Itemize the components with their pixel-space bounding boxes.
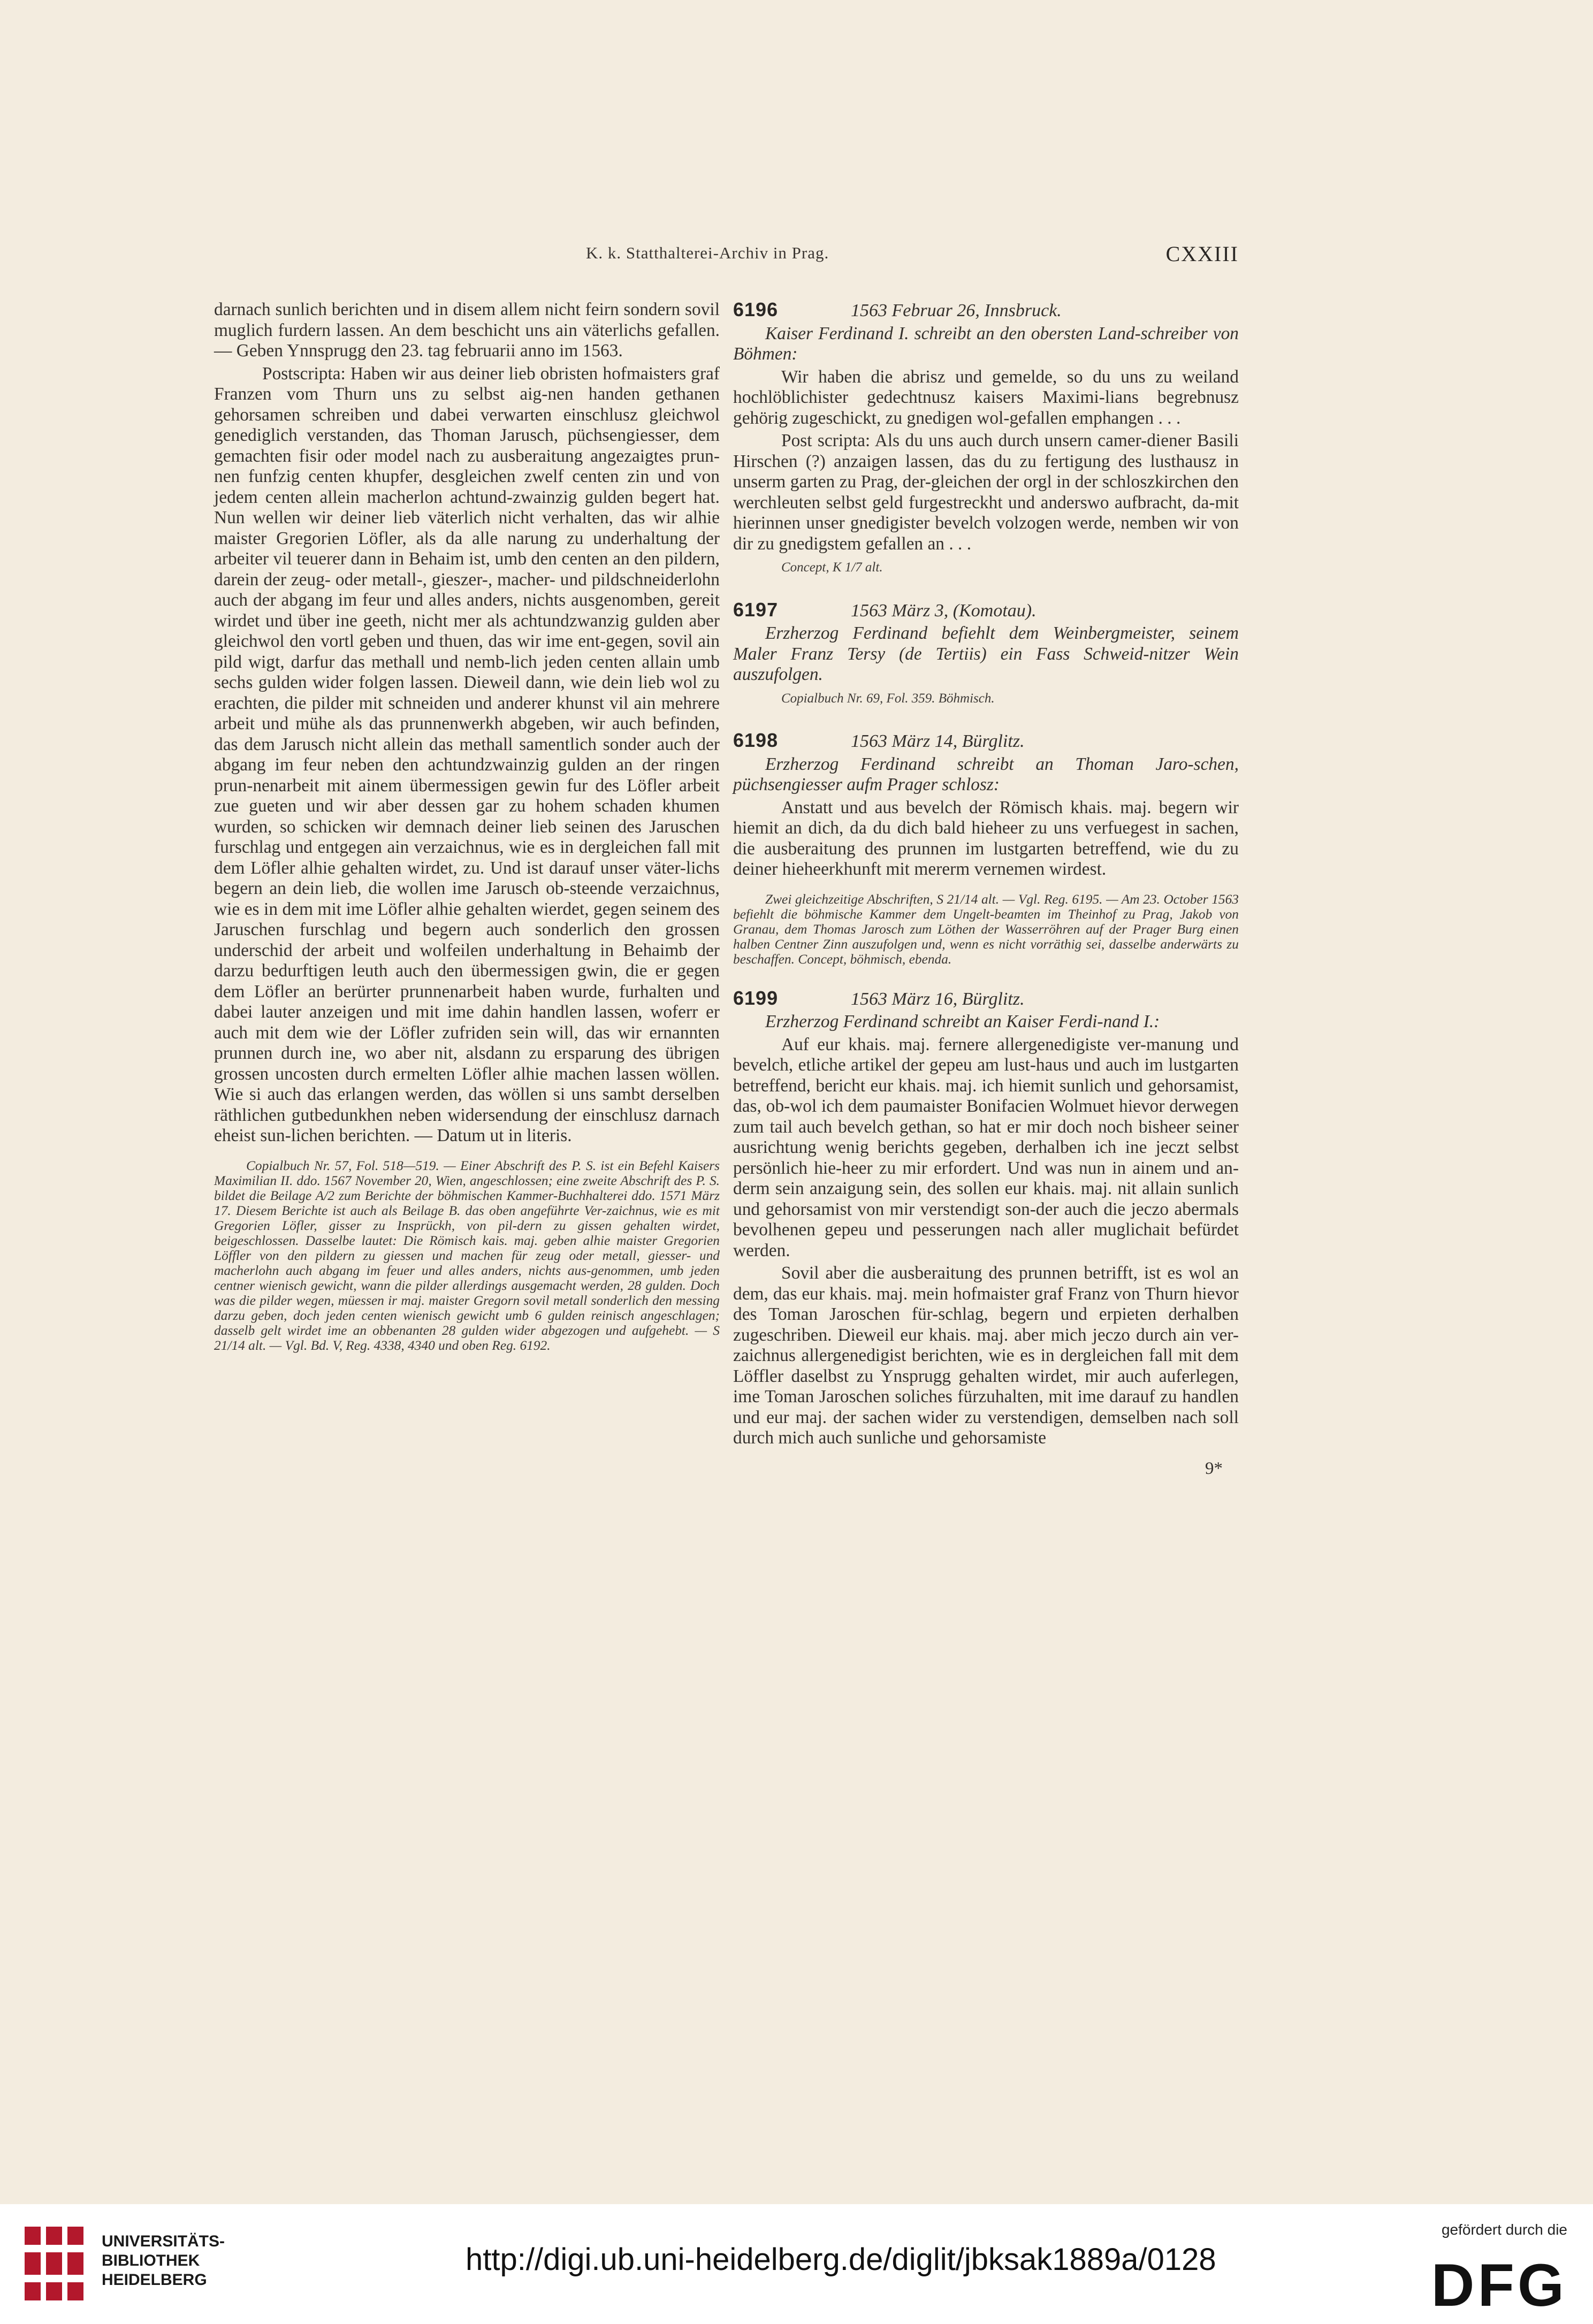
funded-by-text: gefördert durch die xyxy=(1441,2221,1567,2238)
footer-bar xyxy=(0,2204,1593,2324)
entry-number: 6199 xyxy=(733,987,779,1009)
footnote: Copialbuch Nr. 57, Fol. 518—519. — Einer Abschrift des P. S. ist ein Befehl Kaisers Maximilian II. ddo. 1567 November 20, Wien, angeschlossen; eine zweite Abschrift des P. S. bildet die Beilage A/2 zum Berichte der böhmischen Kammer-Buchhalterei ddo. 1571 März 17. Diesem Berichte ist auch als Beilage B. das oben angeführte Ver-zaichnus, wie es mit Gregorien Löfler, gisser zu Insprückh, von pil-dern zu gissen gehalten wirdet, beigeschlossen. Dasselbe lautet: Die Römisch kais. maj. geben alhie maister Gregorien Löffler von den pildern zu giessen und machen für zeug oder metall, giesser- und macherlohn auch abgang im feuer und alles anders, nichts aus-genommen, umb jeden centner wienisch gewicht, wann die pilder allerdings ausgemacht werden, 28 gulden. Doch was die pilder wegen, müessen ir maj. maister Gregorn sovil metall sonderlich den messing darzu geben, doch jeden centen wienisch gewicht umb 6 gulden reinisch angeschlagen; dasselb gelt wirdet ime an obbenanten 28 gulden wider abgezogen und aufgehebt. — S 21/14 alt. — Vgl. Bd. V, Reg. 4338, 4340 und oben Reg. 6192. xyxy=(214,1158,720,1353)
regest-entry-6196 xyxy=(733,300,1239,578)
entry-heading xyxy=(733,300,1239,322)
right-column xyxy=(733,300,1239,1479)
paragraph: Post scripta: Als du uns auch durch unsern camer-diener Basili Hirschen (?) anzaigen lassen, das du zu fertigung des lusthausz in unserm garten zu Prag, der-gleichen der orgl in der schloszkirchen den werchleuten selbst geld furgestreckht und anderswo aufbracht, da-mit hierinnen unser gnedigister bevelch volzogen werde, nemben wir von dir zu gnedigstem gefallen an . . . xyxy=(733,431,1239,554)
entry-date: 1563 März 3, (Komotau). xyxy=(851,600,1036,621)
paragraph: Postscripta: Haben wir aus deiner lieb obristen hofmaisters graf Franzen vom Thurn uns zu selbst aig-nen handen gethanen gehorsamen schreiben und dabei verwarten einschlusz gleichwol genediglich verstanden, das Thoman Jarusch, püchsengiesser, dem gemachten fisir oder model nach zu ausberaitung angezaigtes prun-nen funfzig centen khupfer, desgleichen zwelf centen zin und von jedem centen allein macherlon achtund-zwainzig gulden begert hat. Nun wellen wir deiner lieb väterlich nicht verhalten, das wir alhie maister Gregorien Löfler, als da alle narung zu underhaltung der arbeiter vil teuerer dann in Behaim ist, umb den centen an den pildern, darein der zeug- oder metall-, gieszer-, macher- und pildschneiderlohn auch der abgang im feur und alles anders, nichts ausgenomben, gereit wirdet und über ine geeth, nicht mer als achtundzwanzig gulden aber gleichwol den vortl geben und thuen, das wir ime ent-gegen, sovil ain pild wigt, darfur das methall und nemb-lich jeden centen allain umb sechs gulden wider folgen lassen. Dieweil dann, wie dein lieb wol zu erachten, die pilder mit schneiden und anderer khunst vil ain mehrere arbeit und mühe als das prunnenwerkh abgeben, wir auch befinden, das dem Jarusch nicht allein das methall samentlich sonder auch der abgang im feur neben den achtundzwainzig gulden an der ringen prun-nenarbeit mit ainem übermessigen gewin fur des Löfler arbeit zue gueten und wir aber dessen gar zu hohem schaden khumen wurden, so schicken wir demnach deiner lieb seinen des Jaruschen furschlag und entgegen ain verzaichnus, wie es in dergleichen fall mit dem Löfler alhie gehalten wirdet, zu. Und ist darauf unser väter-lichs begern an dein lieb, die wollen ime Jarusch ob-steende verzaichnus, wie es in dem mit ime Löfler alhie gehalten wierdet, gegen seinem des Jaruschen furschlag und begern auch sonderlich den grossen underschid der arbeit und wolfeilen underhaltung in Behaimb der darzu bedurftigen leuth auch den übermessigen gwin, die er gegen dem Löfler an berürter prunnenarbeit haben wurde, furhalten und dabei lauter anzeigen und mit ime dahin handlen lassen, woferr er auch mit dem wie der Löfler zufriden sein will, das wir ernannten prunnen durch ine, wo aber nit, alsdann zu ersparung des übrigen grossen uncosten durch ermelten Löfler alhie machen lassen wöllen. Wie si auch das erlangen werden, das wöllen si uns sambt derselben räthlichen gutbedunkhen neben widersendung der einschlusz darnach eheist sun-lichen berichten. — Datum ut in literis. xyxy=(214,363,720,1145)
dfg-logo-icon: DFG xyxy=(1431,2252,1567,2319)
entry-title: Erzherzog Ferdinand schreibt an Thoman Jaro-schen, püchsengiesser aufm Prager schlosz: xyxy=(733,754,1239,794)
footnote: Zwei gleichzeitige Abschriften, S 21/14 alt. — Vgl. Reg. 6195. — Am 23. October 1563 befiehlt die böhmische Kammer dem Ungelt-beamten im Theinhof zu Prag, Jakob von Granau, dem Thomas Jarosch zum Löthen der Wasserröhren auf der Prager Burg einen halben Centner Zinn auszufolgen und, wenn es nicht vorräthig sei, dasselbe anderwärts zu beschaffen. Concept, böhmisch, ebenda. xyxy=(733,891,1239,967)
regest-entry-6198 xyxy=(733,730,1239,967)
page-number: CXXIII xyxy=(1165,242,1239,266)
entry-date: 1563 März 14, Bürglitz. xyxy=(851,731,1025,751)
catchword: 9* xyxy=(1205,1458,1223,1478)
entry-title: Erzherzog Ferdinand befiehlt dem Weinbergmeister, seinem Maler Franz Tersy (de Tertiis) ein Fass Schweid-nitzer Wein auszufolgen. xyxy=(733,623,1239,684)
entry-title: Kaiser Ferdinand I. schreibt an den obersten Land-schreiber von Böhmen: xyxy=(733,323,1239,364)
paragraph: Wir haben die abrisz und gemelde, so du uns zu weiland hochlöblichister gedechtnusz kaisers Maximi-lians begrebnusz gehörig zugeschickt, zu gnedigen wol-gefallen emphangen . . . xyxy=(733,366,1239,428)
entry-heading xyxy=(733,730,1239,752)
page-header xyxy=(179,243,1239,276)
running-title: K. k. Statthalterei-Archiv in Prag. xyxy=(586,243,829,262)
library-name-line: UNIVERSITÄTS- xyxy=(102,2233,225,2250)
paragraph: darnach sunlich berichten und in disem allem nicht feirn sondern sovil muglich furdern lassen. An dem beschicht uns ain väterlichs gefallen. — Geben Ynnsprugg den 23. tag februarii anno im 1563. xyxy=(214,300,720,361)
entry-number: 6198 xyxy=(733,729,779,751)
regest-entry-6199 xyxy=(733,988,1239,1449)
entry-title: Erzherzog Ferdinand schreibt an Kaiser Ferdi-nand I.: xyxy=(765,1012,1160,1031)
source-note: Concept, K 1/7 alt. xyxy=(781,560,883,575)
left-column xyxy=(214,300,720,1353)
entry-number: 6197 xyxy=(733,598,779,621)
entry-date: 1563 Februar 26, Innsbruck. xyxy=(851,301,1062,320)
entry-heading xyxy=(733,600,1239,622)
library-name-line: BIBLIOTHEK xyxy=(102,2252,200,2269)
entry-date: 1563 März 16, Bürglitz. xyxy=(851,989,1025,1009)
paragraph: Anstatt und aus bevelch der Römisch khais. maj. begern wir hiemit an dich, da du dich bald hieheer zu uns verfuegest in sachen, die ausberaitung des prunnen im lustgarten betreffend, wie du zu deiner hieheerkhunft mit mererm vernemen wirdest. xyxy=(733,797,1239,879)
university-library-logo-icon xyxy=(21,2223,91,2304)
permalink-url[interactable]: http://digi.ub.uni-heidelberg.de/diglit/jbksak1889a/0128 xyxy=(466,2242,1216,2277)
paragraph: Auf eur khais. maj. fernere allergenedigiste ver-manung und bevelch, etliche artikel der gepeu am lust-haus und auch im lustgarten betreffend, bericht eur khais. maj. ich hiemit sunlich und gehorsamist, das, ob-wol ich dem paumaister Bonifacien Wolmuet hievor derwegen zum tail auch bevelch gethan, so hat er mir doch noch bisheer seiner ausrichtung wenig berichts gegeben, derhalben ich ine jeczt selbst persönlich hie-heer zu mir erfordert. Und was nun in ainem und an-derm sein anzaigung sein, des sollen eur khais. maj. nit allain sunlich und gehorsamist von mir verstendigt son-der auch die jeczo abermals bevolhenen gepeu und pesserungen nach aller muglichait befürdet werden. xyxy=(733,1034,1239,1260)
entry-number: 6196 xyxy=(733,299,779,320)
university-library-name xyxy=(102,2232,225,2290)
regest-entry-6197 xyxy=(733,600,1239,709)
paragraph: Sovil aber die ausberaitung des prunnen betrifft, ist es wol an dem, das eur khais. maj. mein hofmaister graf Franz von Thurn hievor des Toman Jaroschen für-schlag, begern und erpieten derhalben zugeschriben. Dieweil eur khais. maj. aber mich jeczo durch ain ver-zaichnus allergenedigist berichten, wie es in dergleichen fall mit dem Löffler daselbst zu Ynsprugg gehalten wirdet, mir auch auferlegen, ime Toman Jaroschen soliches fürzuhalten, mit ime darauf zu handlen und eur maj. der sachen wider zu verstendigen, demselben nach soll durch mich auch sunliche und gehorsamiste xyxy=(733,1263,1239,1448)
library-name-line: HEIDELBERG xyxy=(102,2271,207,2289)
source-note: Copialbuch Nr. 69, Fol. 359. Böhmisch. xyxy=(781,691,995,706)
entry-heading xyxy=(733,988,1239,1010)
